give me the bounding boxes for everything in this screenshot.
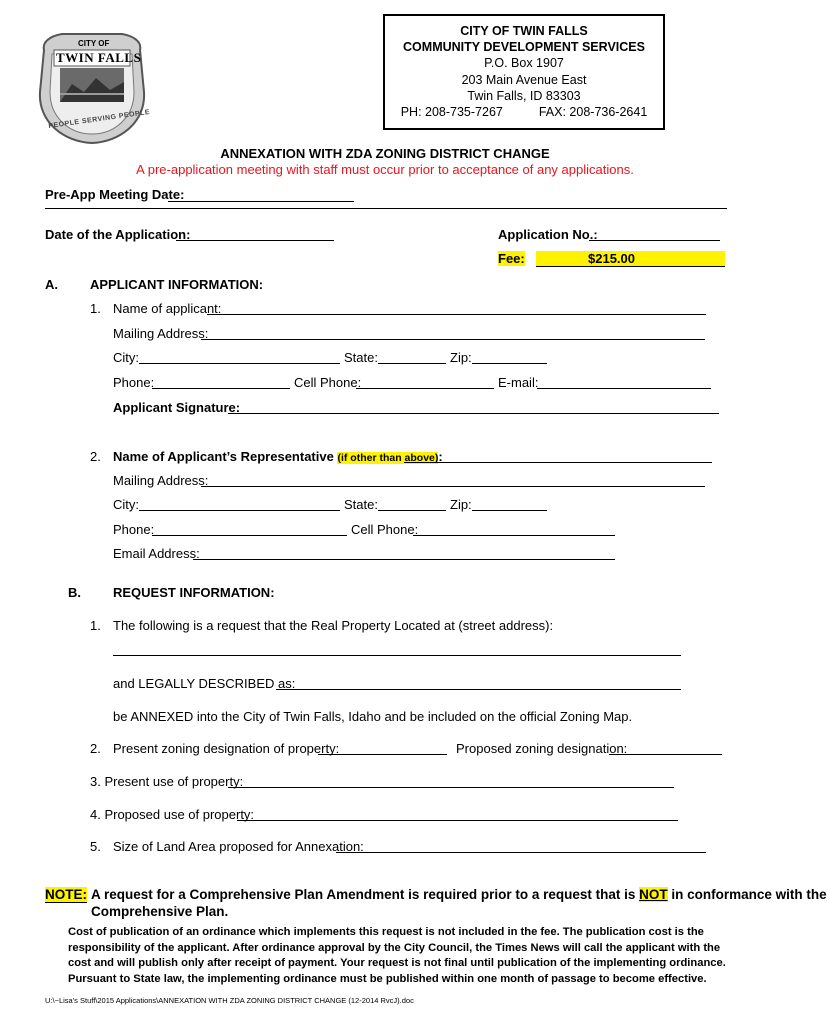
rep-city-field[interactable] — [139, 510, 340, 511]
rep-zip-field[interactable] — [472, 510, 547, 511]
logo-name: TWIN FALLS — [56, 50, 142, 65]
email-label: E-mail: — [498, 375, 539, 390]
rep-note: (if other than above) — [337, 452, 439, 464]
preapp-label: Pre-App Meeting Date: — [45, 187, 185, 202]
zip-label: Zip: — [450, 350, 472, 365]
cell-label: Cell Phone: — [294, 375, 362, 390]
legal-description-field[interactable] — [276, 689, 681, 690]
b-item4: 4. Proposed use of property: — [90, 807, 255, 822]
city-seal-logo — [32, 22, 152, 146]
zip-field[interactable] — [472, 363, 547, 364]
proposed-zoning-field[interactable] — [609, 754, 722, 755]
header-dept: COMMUNITY DEVELOPMENT SERVICES — [403, 40, 645, 55]
proposed-use-field[interactable] — [237, 820, 678, 821]
rep-phone-field[interactable] — [152, 535, 347, 536]
state-field[interactable] — [378, 363, 446, 364]
header-street: 203 Main Avenue East — [461, 72, 587, 87]
applicant-name-label: Name of applicant: — [113, 301, 222, 316]
land-area-field[interactable] — [336, 852, 706, 853]
app-no-field[interactable] — [589, 240, 720, 241]
section-a-heading: APPLICANT INFORMATION: — [90, 277, 264, 292]
header-po-box: P.O. Box 1907 — [484, 56, 564, 71]
preapp-divider — [45, 208, 727, 209]
b-item5-num: 5. — [90, 839, 101, 854]
fee-label: Fee: — [498, 251, 525, 266]
note-text-after: in conformance with the — [671, 887, 827, 902]
proposed-zoning-label: Proposed zoning designation: — [456, 741, 628, 756]
section-b-letter: B. — [68, 585, 81, 600]
note-not-word: NOT — [639, 887, 668, 902]
rep-mailing-label: Mailing Address: — [113, 473, 209, 488]
section-a-letter: A. — [45, 277, 58, 292]
form-subtitle: A pre-application meeting with staff must occur prior to acceptance of any applications. — [136, 162, 634, 177]
phone-field[interactable] — [152, 388, 290, 389]
note-label-text: NOTE: — [45, 887, 87, 902]
fee-value — [536, 251, 725, 267]
signature-field[interactable] — [228, 413, 719, 414]
rep-state-label: State: — [344, 497, 378, 512]
a-item1-num: 1. — [90, 301, 101, 316]
rep-city-label: City: — [113, 497, 139, 512]
footer-path: U:\~Lisa's Stuff\2015 Applications\ANNEXATION WITH ZDA ZONING DISTRICT CHANGE (12-2014 RvcJ).doc — [45, 996, 414, 1005]
note-text-before: A request for a Comprehensive Plan Amendment is required prior to a request that is — [91, 887, 636, 902]
present-use-field[interactable] — [228, 787, 674, 788]
b-item3: 3. Present use of property: — [90, 774, 244, 789]
rep-email-field[interactable] — [193, 559, 615, 560]
legal-label: and LEGALLY DESCRIBED as: — [113, 676, 296, 691]
b-item2-num: 2. — [90, 741, 101, 756]
fee-amount: $215.00 — [588, 251, 635, 266]
logo-top-text: CITY OF — [78, 39, 110, 48]
a-item2-num: 2. — [90, 449, 101, 464]
street-address-field[interactable] — [113, 655, 681, 656]
email-field[interactable] — [537, 388, 711, 389]
date-field[interactable] — [176, 240, 334, 241]
preapp-date-field[interactable] — [168, 201, 354, 202]
b-item1-num: 1. — [90, 618, 101, 633]
cost-paragraph: Cost of publication of an ordinance which implements this request is not included in the fee. The publication cost is the responsibility of the applicant. After ordinance approval by the City Council, the Times News will call the applicant with the cost and will publish only after receipt of payment. Your request is not final until publication of the implementing ordinance. Pursuant to State law, the implementing ordinance must be published within one month of passage to become effective. — [68, 926, 726, 985]
city-field[interactable] — [139, 363, 340, 364]
city-label: City: — [113, 350, 139, 365]
note-label — [45, 887, 87, 902]
mailing-label: Mailing Address: — [113, 326, 209, 341]
rep-mailing-field[interactable] — [201, 486, 705, 487]
rep-name-field[interactable] — [404, 462, 712, 463]
rep-zip-label: Zip: — [450, 497, 472, 512]
present-zoning-field[interactable] — [318, 754, 447, 755]
b-item1-text: The following is a request that the Real Property Located at (street address): — [113, 618, 554, 633]
annexed-text: be ANNEXED into the City of Twin Falls, Idaho and be included on the official Zoning Map. — [113, 709, 633, 724]
rep-email-label: Email Address: — [113, 546, 200, 561]
present-zoning-label: Present zoning designation of property: — [113, 741, 340, 756]
section-b-heading: REQUEST INFORMATION: — [113, 585, 275, 600]
state-label: State: — [344, 350, 378, 365]
rep-label: Name of Applicant’s Representative — [113, 449, 334, 464]
form-title: ANNEXATION WITH ZDA ZONING DISTRICT CHANGE — [220, 146, 550, 161]
rep-label-wrap — [113, 449, 443, 464]
rep-phone-label: Phone: — [113, 522, 155, 537]
date-label: Date of the Application: — [45, 227, 191, 242]
header-phone-fax — [385, 104, 663, 120]
header-phone: PH: 208-735-7267 — [400, 105, 503, 120]
header-org: CITY OF TWIN FALLS — [460, 24, 588, 38]
header-box — [383, 14, 665, 130]
signature-label: Applicant Signature: — [113, 400, 241, 415]
rep-cell-field[interactable] — [413, 535, 615, 536]
note-text-line1 — [91, 887, 827, 902]
rep-state-field[interactable] — [378, 510, 446, 511]
phone-label: Phone: — [113, 375, 155, 390]
rep-cell-label: Cell Phone: — [351, 522, 419, 537]
app-no-label: Application No.: — [498, 227, 598, 242]
applicant-name-field[interactable] — [207, 314, 706, 315]
mailing-field[interactable] — [201, 339, 705, 340]
cell-field[interactable] — [356, 388, 494, 389]
header-fax: FAX: 208-736-2641 — [538, 105, 648, 120]
b-item5-text: Size of Land Area proposed for Annexation: — [113, 839, 364, 854]
logo-motto: PEOPLE SERVING PEOPLE — [48, 108, 151, 131]
note-text-line2: Comprehensive Plan. — [91, 904, 229, 919]
rep-colon: : — [438, 449, 443, 464]
header-city: Twin Falls, ID 83303 — [467, 88, 581, 103]
